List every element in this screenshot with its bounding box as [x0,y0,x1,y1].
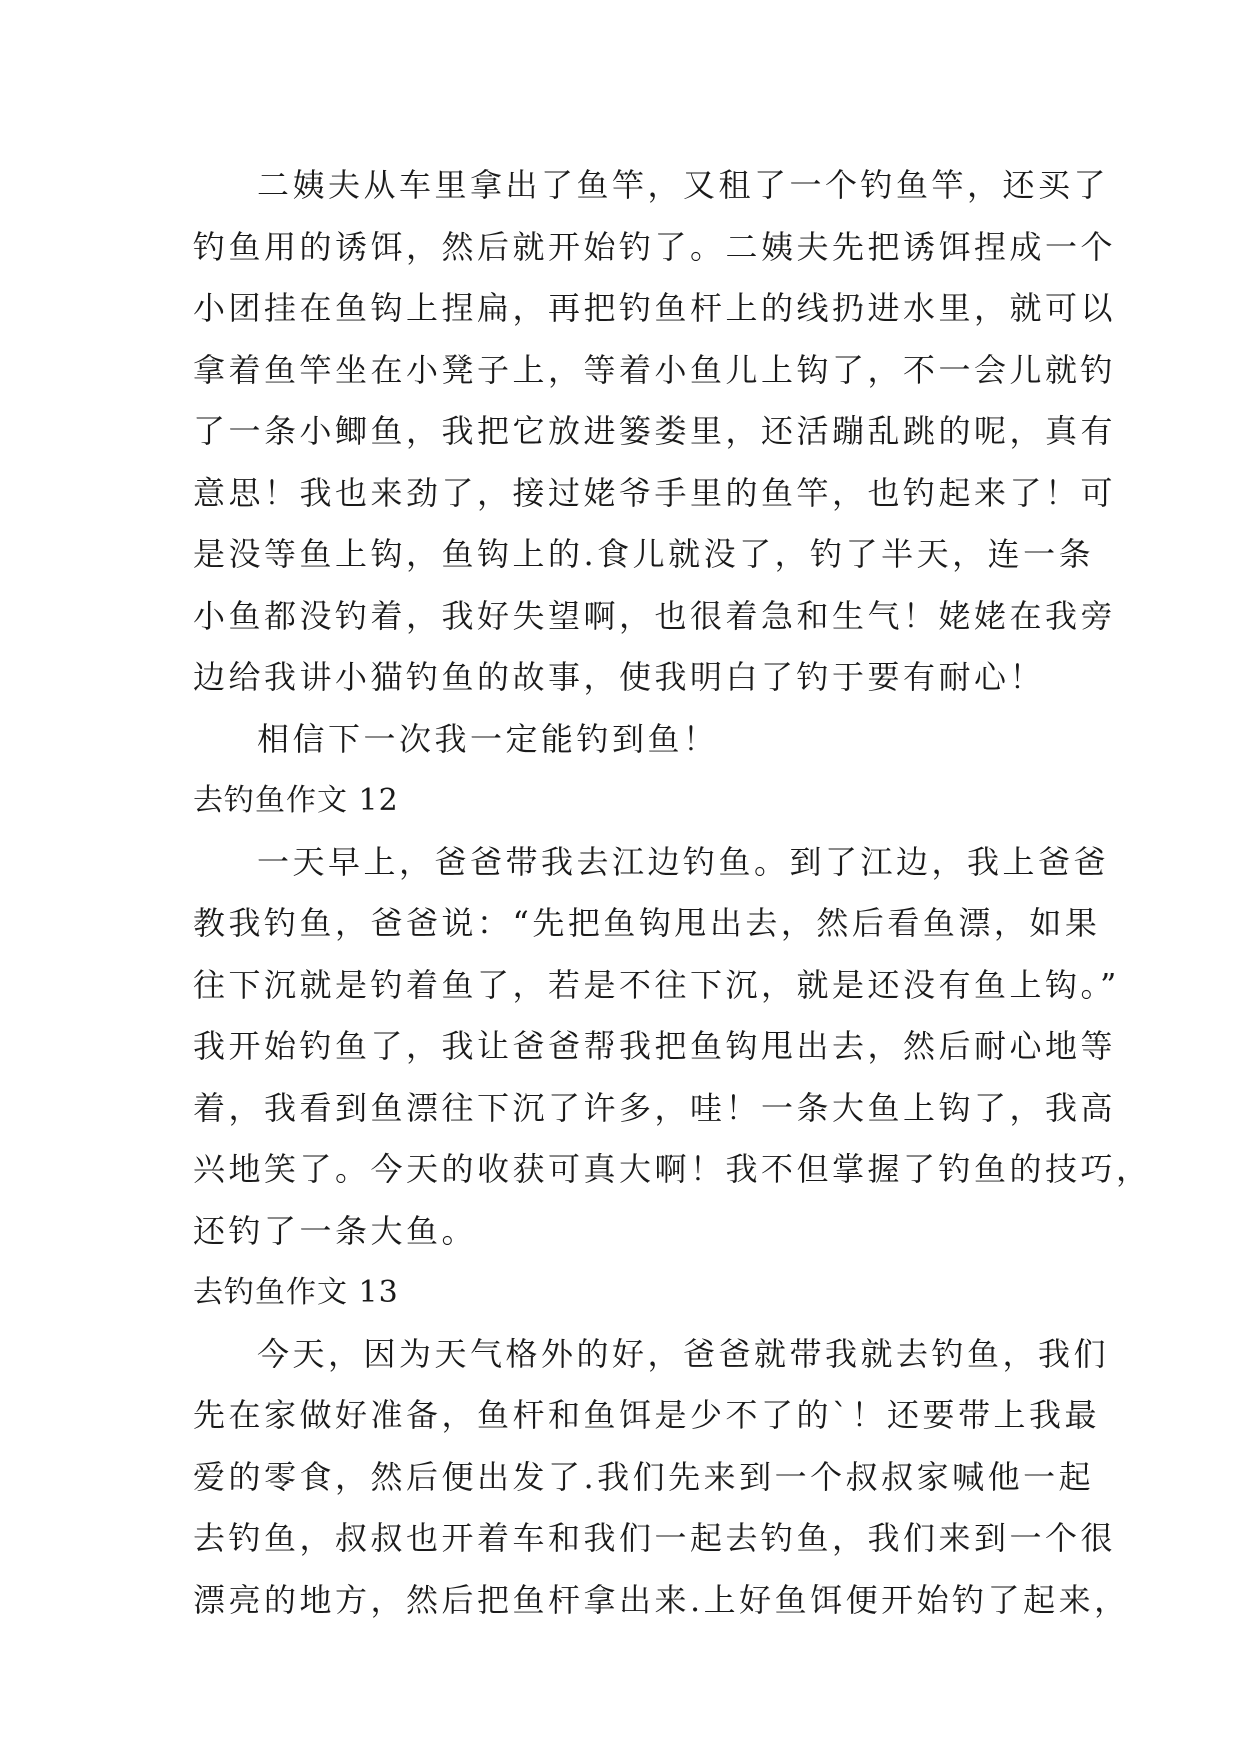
paragraph-line: 还钓了一条大鱼。 [193,1211,478,1250]
paragraph-line: 往下沉就是钓着鱼了，若是不往下沉，就是还没有鱼上钩。” [193,965,1120,1004]
section-heading: 去钓鱼作文 13 [193,1275,399,1310]
paragraph-line: 先在家做好准备，鱼杆和鱼饵是少不了的`！还要带上我最 [193,1396,1101,1434]
paragraph-line: 二姨夫从车里拿出了鱼竿，又租了一个钓鱼竿，还买了 [257,166,1110,204]
paragraph-line: 我开始钓鱼了，我让爸爸帮我把鱼钩甩出去，然后耐心地等 [193,1027,1117,1065]
paragraph-line: 小团挂在鱼钩上捏扁，再把钓鱼杆上的线扔进水里，就可以 [193,289,1117,327]
document-body [193,155,1152,1631]
paragraph-line: 拿着鱼竿坐在小凳子上，等着小鱼儿上钩了，不一会儿就钓 [193,350,1117,389]
paragraph-line: 意思！我也来劲了，接过姥爷手里的鱼竿，也钓起来了！可 [193,473,1117,512]
paragraph-line: 了一条小鲫鱼，我把它放进篓娄里，还活蹦乱跳的呢，真有 [193,412,1117,450]
paragraph-line: 去钓鱼，叔叔也开着车和我们一起去钓鱼，我们来到一个很 [193,1519,1117,1557]
paragraph-line: 今天，因为天气格外的好，爸爸就带我就去钓鱼，我们 [257,1334,1110,1373]
paragraph-line: 小鱼都没钓着，我好失望啊，也很着急和生气！姥姥在我旁 [193,596,1117,635]
paragraph-line: 是没等鱼上钩，鱼钩上的.食儿就没了，钓了半天，连一条 [193,535,1095,573]
paragraph-line: 相信下一次我一定能钓到鱼！ [257,719,719,758]
paragraph-line: 兴地笑了。今天的收获可真大啊！我不但掌握了钓鱼的技巧， [193,1150,1152,1188]
paragraph-line: 钓鱼用的诱饵，然后就开始钓了。二姨夫先把诱饵捏成一个 [193,227,1117,266]
paragraph-line: 一天早上，爸爸带我去江边钓鱼。到了江边，我上爸爸 [257,842,1110,881]
paragraph-line: 爱的零食，然后便出发了.我们先来到一个叔叔家喊他一起 [193,1457,1095,1496]
section-heading: 去钓鱼作文 12 [193,783,399,818]
paragraph-line: 着，我看到鱼漂往下沉了许多，哇！一条大鱼上钩了，我高 [193,1088,1117,1127]
paragraph-line: 教我钓鱼，爸爸说：“先把鱼钩甩出去，然后看鱼漂，如果 [193,904,1101,942]
paragraph-line: 漂亮的地方，然后把鱼杆拿出来.上好鱼饵便开始钓了起来， [193,1580,1130,1619]
paragraph-line: 边给我讲小猫钓鱼的故事，使我明白了钓于要有耐心！ [193,658,1046,696]
